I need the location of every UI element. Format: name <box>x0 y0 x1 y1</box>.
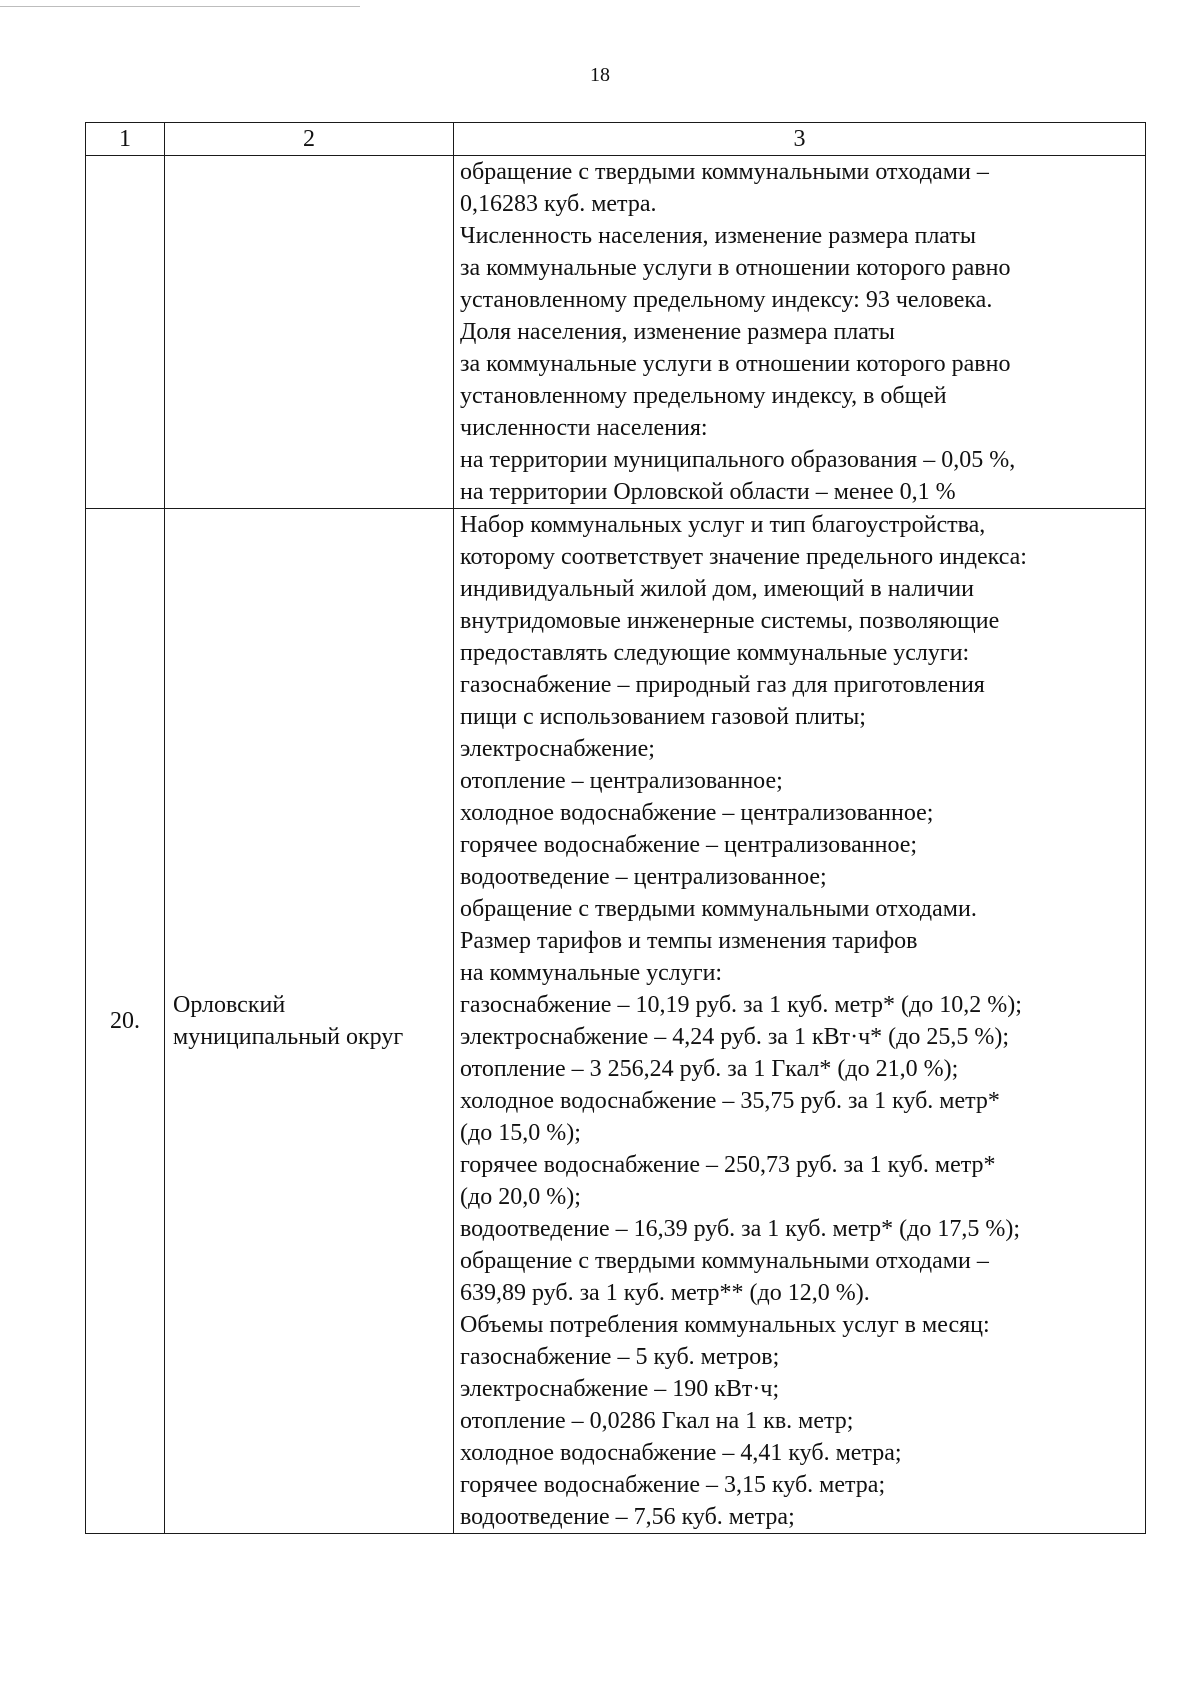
text-line: Объемы потребления коммунальных услуг в месяц: <box>460 1312 990 1338</box>
text-line: электроснабжение – 4,24 руб. за 1 кВт·ч* (до 25,5 %); <box>460 1024 1010 1050</box>
municipality-cell <box>165 156 454 509</box>
text-line: Численность населения, изменение размера платы <box>460 223 976 249</box>
table-row-20 <box>86 509 1146 1534</box>
row-number-cell <box>86 156 165 509</box>
text-line: обращение с твердыми коммунальными отходами – <box>460 1248 989 1274</box>
scan-top-rule <box>0 6 360 7</box>
text-line: установленному предельному индексу, в общей <box>460 383 947 409</box>
text-line: газоснабжение – природный газ для приготовления <box>460 672 985 698</box>
text-line: пищи с использованием газовой плиты; <box>460 704 866 730</box>
municipality-cell <box>165 509 454 1534</box>
table-row-continuation <box>86 156 1146 509</box>
text-line: водоотведение – 7,56 куб. метра; <box>460 1504 795 1530</box>
row-number-cell: 20. <box>86 509 165 1534</box>
text-line: за коммунальные услуги в отношении которого равно <box>460 351 1011 377</box>
text-line: горячее водоснабжение – централизованное; <box>460 832 918 858</box>
text-line: электроснабжение – 190 кВт·ч; <box>460 1376 780 1402</box>
text-line: отопление – централизованное; <box>460 768 783 794</box>
text-line: горячее водоснабжение – 250,73 руб. за 1 куб. метр* <box>460 1152 996 1178</box>
text-line: за коммунальные услуги в отношении которого равно <box>460 255 1011 281</box>
text-line: холодное водоснабжение – 35,75 руб. за 1 куб. метр* <box>460 1088 1000 1114</box>
tariff-table <box>85 122 1146 1534</box>
text-line: (до 20,0 %); <box>460 1184 581 1210</box>
page-number: 18 <box>590 64 610 86</box>
text-line: на территории Орловской области – менее 0,1 % <box>460 479 956 505</box>
text-line: водоотведение – централизованное; <box>460 864 827 890</box>
text-line: предоставлять следующие коммунальные услуги: <box>460 640 970 666</box>
text-line: индивидуальный жилой дом, имеющий в наличии <box>460 576 974 602</box>
text-line: на территории муниципального образования – 0,05 %, <box>460 447 1016 473</box>
text-line: которому соответствует значение предельного индекса: <box>460 544 1027 570</box>
text-line: водоотведение – 16,39 руб. за 1 куб. метр* (до 17,5 %); <box>460 1216 1020 1242</box>
text-line: Орловский <box>173 992 286 1018</box>
column-header-3: 3 <box>454 123 1146 156</box>
text-line: внутридомовые инженерные системы, позволяющие <box>460 608 1000 634</box>
text-line: 639,89 руб. за 1 куб. метр** (до 12,0 %). <box>460 1280 870 1306</box>
text-line: газоснабжение – 10,19 руб. за 1 куб. метр* (до 10,2 %); <box>460 992 1022 1018</box>
text-line: холодное водоснабжение – 4,41 куб. метра; <box>460 1440 902 1466</box>
description-cell <box>454 509 1146 1534</box>
text-line: обращение с твердыми коммунальными отходами – <box>460 159 989 185</box>
text-line: численности населения: <box>460 415 708 441</box>
text-line: (до 15,0 %); <box>460 1120 581 1146</box>
table-header-row <box>86 123 1146 156</box>
text-line: 0,16283 куб. метра. <box>460 191 657 217</box>
text-line: обращение с твердыми коммунальными отходами. <box>460 896 977 922</box>
text-line: отопление – 3 256,24 руб. за 1 Гкал* (до 21,0 %); <box>460 1056 959 1082</box>
text-line: газоснабжение – 5 куб. метров; <box>460 1344 780 1370</box>
text-line: холодное водоснабжение – централизованное; <box>460 800 934 826</box>
text-line: Размер тарифов и темпы изменения тарифов <box>460 928 918 954</box>
text-line: Набор коммунальных услуг и тип благоустройства, <box>460 512 986 538</box>
text-line: муниципальный округ <box>173 1024 404 1050</box>
text-line: Доля населения, изменение размера платы <box>460 319 895 345</box>
text-line: на коммунальные услуги: <box>460 960 723 986</box>
text-line: отопление – 0,0286 Гкал на 1 кв. метр; <box>460 1408 854 1434</box>
column-header-1: 1 <box>86 123 165 156</box>
text-line: электроснабжение; <box>460 736 655 762</box>
text-line: горячее водоснабжение – 3,15 куб. метра; <box>460 1472 886 1498</box>
column-header-2: 2 <box>165 123 454 156</box>
text-line: установленному предельному индексу: 93 человека. <box>460 287 993 313</box>
description-cell <box>454 156 1146 509</box>
